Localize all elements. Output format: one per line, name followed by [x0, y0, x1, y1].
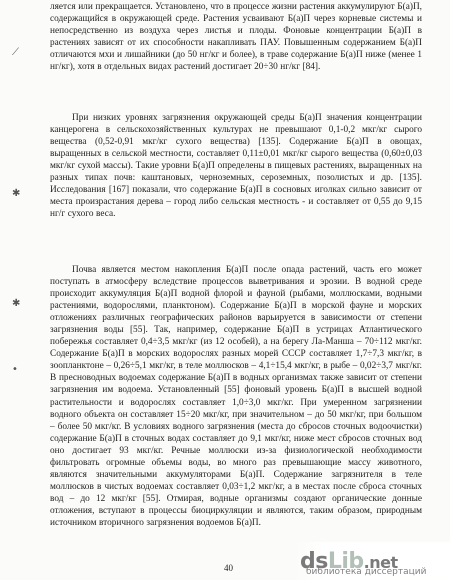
logo-net-text: .net [363, 552, 398, 572]
watermark-subtitle: библиотека диссертаций [306, 567, 427, 577]
margin-mark: ✱ [12, 188, 21, 199]
logo-ds-text: ds [300, 548, 328, 574]
body-paragraph: ляется или прекращается. Установлено, что в процессе жизни растения аккумулируют Б(а)П, содержащийся в окружающей среде. Растения усваивают Б(а)П через корневые системы и непосредственно из воздуха через листья и плоды. Фоновые концентрации Б(а)П в растениях зависят от их способности накапливать ПАУ. Повышенным содержанием Б(а)П отличаются мхи и лишайники (до 50 нг/кг и более), в траве содержание Б(а)П ниже (менее 1 нг/кг), хотя в отдельных видах растений достигает 20÷30 нг/кг [84]. [50, 2, 422, 73]
body-paragraph: Почва является местом накопления Б(а)П после опада растений, часть его может поступать в атмосферу вследствие процессов выветривания и эрозии. В водной среде происходит аккумуляция Б(а)П водной флорой и фауной (рыбами, моллюсками, водными растениями, водорослями, планктоном). Содержание Б(а)П в морской фауне и морских отложениях различных географических районов варьируется в зависимости от степени загрязнения воды [55]. Так, например, содержание Б(а)П в устрицах Атлантического побережья составляет 0,4÷3,5 мкг/кг (из 12 особей), а на берегу Ла-Манша – 70÷112 мкг/кг. Содержание Б(а)П в морских водорослях разных морей СССР составляет 1,7÷7,3 мкг/кг, в зоопланктоне – 0,26÷5,1 мкг/кг, в теле моллюсков – 4,1÷15,4 мкг/кг, в рыбе – 0,02÷3,7 мкг/кг. В пресноводных водоемах содержание Б(а)П в водных организмах также зависит от степени загрязнения им водоема. Установленный [55] фоновый уровень Б(а)П в высшей водной растительности и водорослях составляет 1,0÷3,0 мкг/кг. При умеренном загрязнении водного объекта он составляет 15÷20 мкг/кг, при значительном – до 50 мкг/кг, при большом – более 50 мкг/кг. В условиях водного загрязнения (места до сбросов сточных водоочистки) содержание Б(а)П в сточных водах составляет до 9,1 мкг/кг, ниже мест сбросов сточных вод оно достигает 93 мкг/кг. Речные моллюски из-за физиологической необходимости фильтровать огромные объемы воды, во много раз превышающие массу животного, являются значительными аккумуляторами Б(а)П. Содержание загрязнителя в теле моллюсков в чистых водоемах составляет 0,03÷1,2 мкг/кг, а в местах после сброса сточных вод – до 12 мкг/кг [55]. Отмирая, водные организмы создают органические донные отложения, вступают в процессы биоциркуляции и являются, таким образом, природным источником вторичного загрязнения водоемов Б(а)П. [50, 265, 422, 528]
dslib-watermark[interactable] [294, 542, 450, 580]
body-paragraph: При низких уровнях загрязнения окружающей среды Б(а)П значения концентрации канцерогена в сельскохозяйственных культурах не превышают 0,1-0,2 мкг/кг сырого вещества (0,52-0,91 мкг/кг сухого вещества) [135]. Содержание Б(а)П в овощах, выращенных в сельской местности, составляет 0,11±0,01 мкг/кг сырого вещества (0,60±0,03 мкг/кг сухой массы). Такие уровни Б(а)П определены в пищевых растениях, выращенных на разных типах почв: каштановых, черноземных, сероземных, позолистых и др. [135]. Исследования [167] показали, что содержание Б(а)П в сосновых иголках сильно зависит от места произрастания дерева – город либо сельская местность - и составляет от 0,55 до 9,15 нг/г сухого веса. [50, 113, 422, 220]
margin-mark: ✱ [12, 298, 21, 309]
margin-mark: ⟋ [12, 47, 19, 58]
page-number: 40 [224, 563, 233, 573]
logo-lib-text: Lib [327, 548, 364, 574]
margin-mark: • [12, 364, 18, 375]
